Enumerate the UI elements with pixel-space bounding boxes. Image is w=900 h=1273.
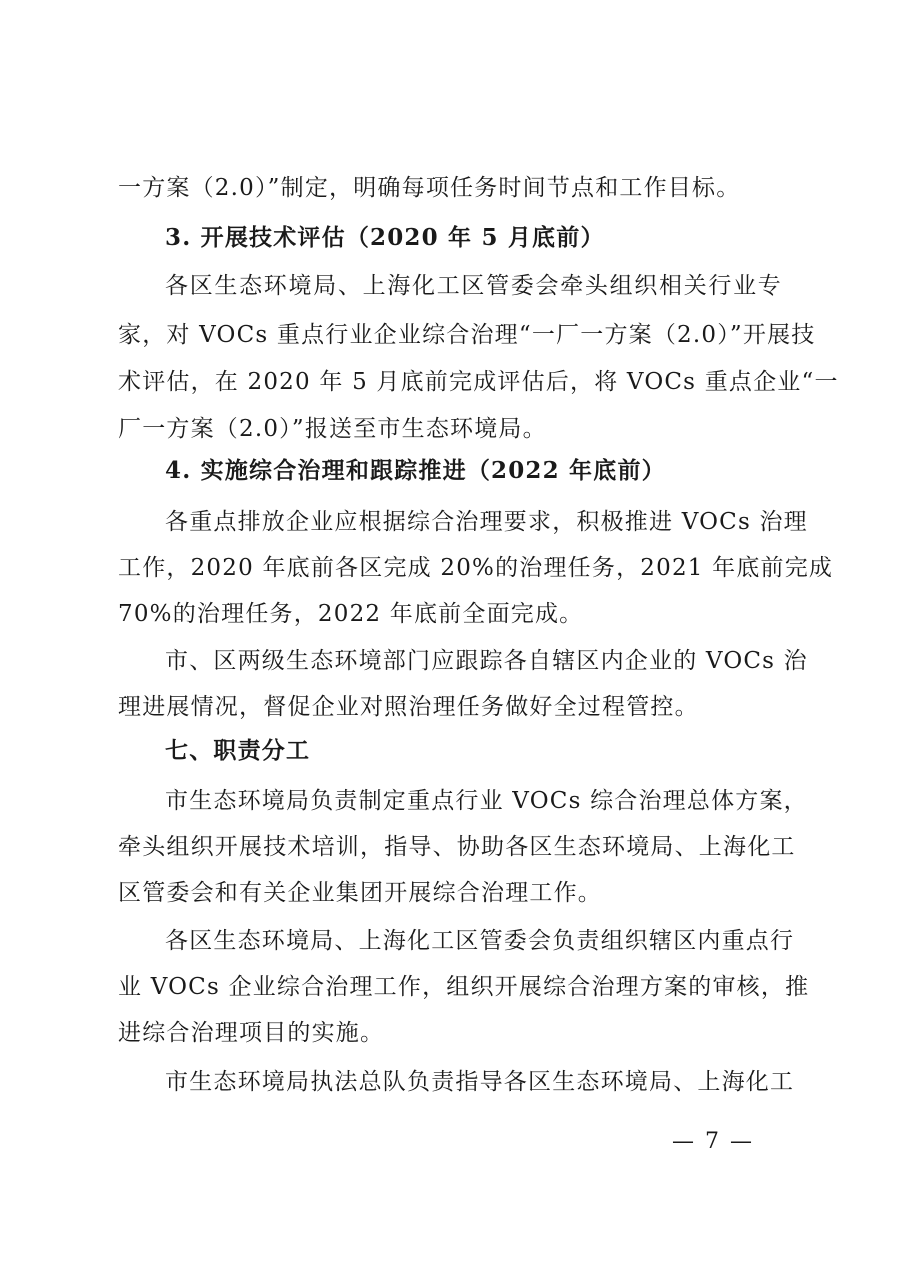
paragraph-line: 进综合治理项目的实施。 <box>118 1020 385 1046</box>
paragraph-line: 市生态环境局负责制定重点行业 VOCs 综合治理总体方案， <box>165 788 808 814</box>
paragraph-line: 术评估，在 2020 年 5 月底前完成评估后，将 VOCs 重点企业“一 <box>118 369 839 395</box>
paragraph-line: 理进展情况，督促企业对照治理任务做好全过程管控。 <box>118 694 699 720</box>
chapter-heading: 七、职责分工 <box>165 738 311 764</box>
section-heading: 4. 实施综合治理和跟踪推进（2022 年底前） <box>165 457 666 484</box>
paragraph-line: 市、区两级生态环境部门应跟踪各自辖区内企业的 VOCs 治 <box>165 648 808 674</box>
paragraph-line: 各区生态环境局、上海化工区管委会牵头组织相关行业专 <box>165 273 782 299</box>
paragraph-line: 工作，2020 年底前各区完成 20%的治理任务，2021 年底前完成 <box>118 555 834 581</box>
page-number: — 7 — <box>672 1129 754 1154</box>
paragraph-line: 厂一方案（2.0）”报送至市生态环境局。 <box>118 416 547 442</box>
paragraph-line: 70%的治理任务，2022 年底前全面完成。 <box>118 601 584 627</box>
paragraph-line: 家，对 VOCs 重点行业企业综合治理“一厂一方案（2.0）”开展技 <box>118 322 816 348</box>
paragraph-line: 区管委会和有关企业集团开展综合治理工作。 <box>118 880 602 906</box>
section-heading: 3. 开展技术评估（2020 年 5 月底前） <box>165 224 605 251</box>
paragraph-line: 各重点排放企业应根据综合治理要求，积极推进 VOCs 治理 <box>165 509 808 535</box>
paragraph-line: 一方案（2.0）”制定，明确每项任务时间节点和工作目标。 <box>118 175 741 201</box>
paragraph-line: 业 VOCs 企业综合治理工作，组织开展综合治理方案的审核，推 <box>118 974 810 1000</box>
paragraph-line: 各区生态环境局、上海化工区管委会负责组织辖区内重点行 <box>165 928 795 954</box>
paragraph-line: 牵头组织开展技术培训，指导、协助各区生态环境局、上海化工 <box>118 834 796 860</box>
paragraph-line: 市生态环境局执法总队负责指导各区生态环境局、上海化工 <box>165 1069 795 1095</box>
